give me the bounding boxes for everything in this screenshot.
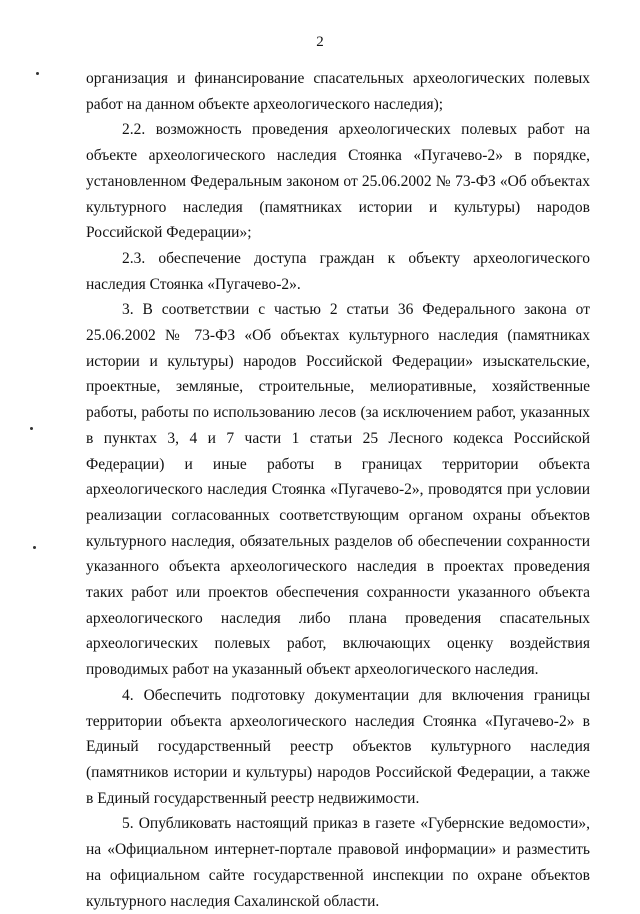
paragraph-3: 3. В соответствии с частью 2 статьи 36 Федерального закона от 25.06.2002 № 73-ФЗ «Об объектах культурного наследия (памятниках истории и культуры) народов Российской Федерации» изыскательские, проектные, земляные, строительные, мелиоративные, хозяйственные работы, работы по использованию лесов (за исключением работ, указанных в пунктах 3, 4 и 7 части 1 статьи 25 Лесного кодекса Российской Федерации) и иные работы в границах территории объекта археологического наследия Стоянка «Пугачево-2», проводятся при условии реализации согласованных соответствующим органом охраны объектов культурного наследия, обязательных разделов об обеспечении сохранности указанного объекта археологического наследия в проектах проведения таких работ или проектов обеспечения сохранности указанного объекта археологического наследия либо плана проведения спасательных археологических полевых работ, включающих оценку воздействия проводимых работ на указанный объект археологического наследия. [86,301,590,679]
paragraph-2-3: 2.3. обеспечение доступа граждан к объекту археологического наследия Стоянка «Пугачево-2». [86,249,590,293]
document-body [86,66,590,914]
paragraph-2-2: 2.2. возможность проведения археологических полевых работ на объекте археологического наследия Стоянка «Пугачево-2» в порядке, установленном Федеральным законом от 25.06.2002 № 73-ФЗ «Об объектах культурного наследия (памятниках истории и культуры) народов Российской Федерации»; [86,121,590,242]
page-number: 2 [316,34,324,50]
paragraph-continuation: организация и финансирование спасательных археологических полевых работ на данном объекте археологического наследия); [86,70,590,113]
paragraph-5: 5. Опубликовать настоящий приказ в газете «Губернские ведомости», на «Официальном интернет-портале правовой информации» и разместить на официальном сайте государственной инспекции по охране объектов культурного наследия Сахалинской области. [86,815,590,910]
paragraph-4: 4. Обеспечить подготовку документации для включения границы территории объекта археологического наследия Стоянка «Пугачево-2» в Единый государственный реестр объектов культурного наследия (памятников истории и культуры) народов Российской Федерации, а также в Единый государственный реестр недвижимости. [86,686,590,807]
scan-artifact-mark [36,72,39,75]
scan-artifact-mark [33,546,36,549]
scan-artifact-mark [30,427,33,430]
